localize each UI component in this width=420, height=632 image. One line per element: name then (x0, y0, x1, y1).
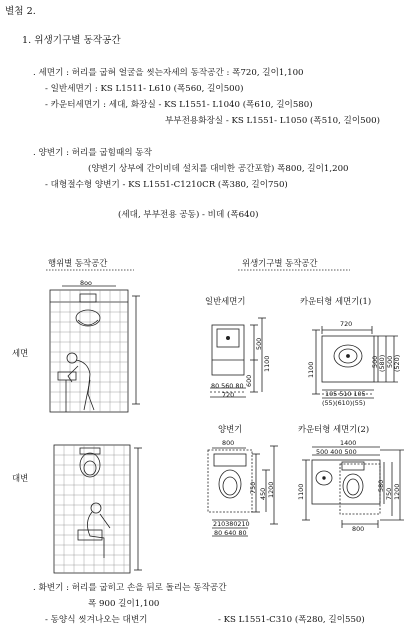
basin-action-sketch (50, 286, 140, 412)
row-label-basin: 세면 (12, 348, 29, 358)
dim-b2-520: (520) (393, 354, 401, 372)
squat-toilet-type: - 동양식 씻겨나오는 대변기 (45, 615, 148, 625)
fig-title-toilet: 양변기 (218, 424, 243, 434)
dim-b2-500: 500 (371, 355, 379, 368)
dim-c2-1100: 1100 (297, 483, 305, 500)
dim-t-bottom1: 210380210 (213, 520, 250, 528)
dim-b1-bottom1: 80 560 80 (211, 382, 244, 390)
toilet-line-model: - 대형절수형 양변기 - KS L1551-C1210CR (폭380, 길이750) (45, 180, 288, 190)
dim-b2-bottom1: 105 510 105 (325, 390, 366, 398)
dim-t-top: 800 (222, 439, 235, 447)
dim-c2-750: 750 (385, 487, 393, 500)
dim-b2-500b: 500 (386, 355, 394, 368)
dim-c2-top2: 500 400 500 (316, 448, 357, 456)
dim-person-width: 8oo (80, 279, 92, 287)
toilet-line-bidet: (세대, 부부전용 공동) - 비데 (폭640) (118, 210, 259, 220)
dim-c2-top1: 1400 (340, 439, 357, 447)
dim-c2-580: 580 (377, 479, 385, 492)
dim-c2-1200: 1200 (393, 483, 401, 500)
toilet-action-sketch (54, 445, 142, 573)
toilet-heading: . 양변기 : 허리를 굽힘때의 동작 (33, 148, 152, 158)
squat-toilet-heading: . 화변기 : 허리를 굽히고 손을 뒤로 돌리는 동작공간 (33, 583, 227, 593)
dim-b2-580: (580) (378, 354, 386, 372)
row-label-toilet: 대변 (12, 473, 29, 483)
dim-b1-1100: 1100 (263, 355, 271, 372)
dim-b2-top: 720 (340, 320, 353, 328)
appendix-label: 별첨 2. (5, 6, 36, 17)
left-figure-header: 행위별 동작공간 (48, 258, 108, 268)
washbasin-line-counter: - 카운터세면기 : 세대, 화장실 - KS L1551- L1040 (폭610, 길이580) (45, 100, 313, 110)
dim-t-1200: 1200 (267, 481, 275, 498)
dim-b1-bottom2: 720 (222, 391, 235, 399)
dim-c2-bottom: 800 (352, 525, 365, 533)
dim-t-bottom2: 80 640 80 (214, 529, 247, 537)
squat-toilet-model: - KS L1551-C310 (폭280, 길이550) (218, 615, 365, 625)
right-figure-header: 위생기구별 동작공간 (242, 258, 318, 268)
toilet-line-space: (양변기 상부에 간이비데 설치를 대비한 공간포함) 폭800, 길이1,200 (88, 164, 349, 174)
washbasin-line-general: - 일반세면기 : KS L1511- L610 (폭560, 길이500) (45, 84, 244, 94)
dim-t-750: 750 (249, 481, 257, 494)
dim-b1-600: 600 (245, 374, 253, 387)
dim-t-450: 450 (259, 487, 267, 500)
section-title: 1. 위생기구별 동작공간 (22, 35, 121, 46)
fig-title-basin-counter1: 카운터형 세면기(1) (300, 296, 372, 306)
fig-title-basin-counter2: 카운터형 세면기(2) (298, 424, 370, 434)
washbasin-heading: . 세면기 : 허리를 굽혀 얼굴을 씻는자세의 동작공간 : 폭720, 길이1,100 (33, 68, 304, 78)
dim-b2-1100: 1100 (307, 361, 315, 378)
dim-b1-500: 500 (255, 337, 263, 350)
washbasin-line-couple: 부부전용화장실 - KS L1551- L1050 (폭510, 길이500) (165, 116, 380, 126)
fig-title-basin-general: 일반세면기 (205, 296, 246, 306)
dim-b2-bottom2: (55)(610)(55) (322, 399, 366, 407)
squat-toilet-space: 폭 900 길이1,100 (88, 599, 160, 609)
